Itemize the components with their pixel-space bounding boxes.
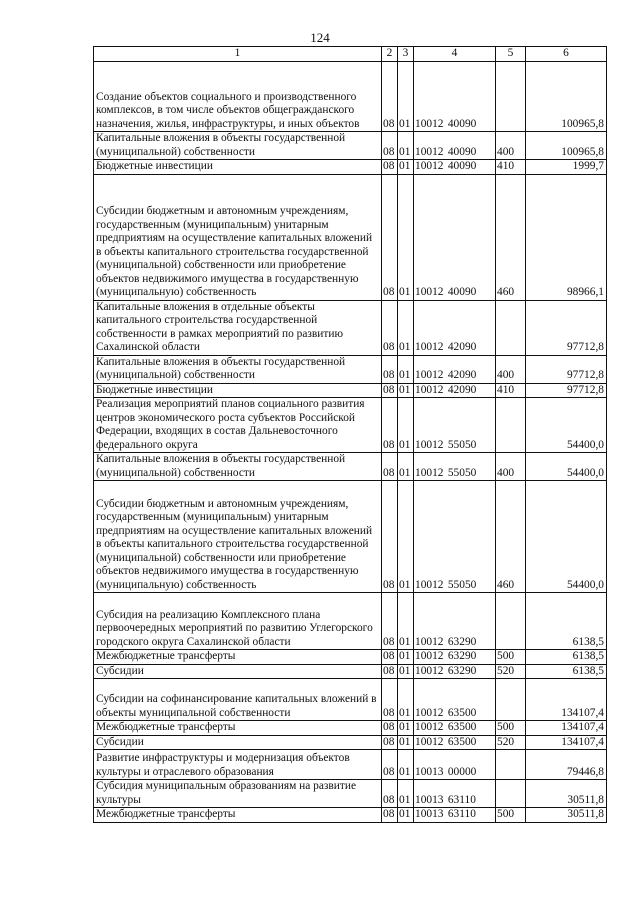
row-subsection-code: 01 <box>398 453 414 481</box>
table-row <box>94 174 607 300</box>
row-direction-code: 63110 <box>447 808 476 820</box>
row-subsection-code: 01 <box>398 300 414 355</box>
row-target-article <box>414 735 496 750</box>
row-subsection-code: 01 <box>398 808 414 823</box>
row-target-article <box>414 650 496 665</box>
row-section-code: 08 <box>382 174 398 300</box>
budget-table <box>93 46 607 823</box>
row-target-article <box>414 174 496 300</box>
row-expense-type: 460 <box>496 174 526 300</box>
row-name: Межбюджетные трансферты <box>94 721 382 736</box>
row-expense-type: 500 <box>496 808 526 823</box>
row-program-code: 10012 <box>415 160 444 172</box>
row-expense-type <box>496 593 526 650</box>
row-program-code: 10012 <box>415 635 444 648</box>
row-section-code: 08 <box>382 62 398 132</box>
row-target-article <box>414 62 496 132</box>
row-name: Субсидии бюджетным и автономным учреждениям, государственным (муниципальным) унитарным предприятиям на осуществление капитальных вложений в объекты капитального строительства государственной (муниципальной) собственности или приобретение объектов недвижимого имущества в государственную (муниципальную) собственность <box>94 481 382 593</box>
row-direction-code: 63290 <box>447 635 477 648</box>
row-section-code: 08 <box>382 132 398 160</box>
row-target-article <box>414 780 496 808</box>
row-section-code: 08 <box>382 453 398 481</box>
row-direction-code: 42090 <box>447 383 477 396</box>
row-program-code: 10013 <box>415 765 444 778</box>
row-section-code: 08 <box>382 593 398 650</box>
row-target-article <box>414 300 496 355</box>
row-section-code: 08 <box>382 780 398 808</box>
row-subsection-code: 01 <box>398 398 414 453</box>
row-subsection-code: 01 <box>398 780 414 808</box>
row-program-code: 10012 <box>415 650 444 662</box>
row-amount: 1999,7 <box>526 160 607 175</box>
table-row <box>94 721 607 736</box>
row-expense-type: 500 <box>496 650 526 665</box>
table-row <box>94 780 607 808</box>
row-amount: 30511,8 <box>526 808 607 823</box>
row-section-code: 08 <box>382 160 398 175</box>
table-row <box>94 664 607 679</box>
table-row <box>94 160 607 175</box>
table-row <box>94 808 607 823</box>
row-subsection-code: 01 <box>398 650 414 665</box>
row-target-article <box>414 679 496 721</box>
row-direction-code: 63110 <box>447 793 476 806</box>
col-header-section: 2 <box>382 47 398 62</box>
row-program-code: 10013 <box>415 793 444 806</box>
row-name: Межбюджетные трансферты <box>94 650 382 665</box>
row-target-article <box>414 132 496 160</box>
row-direction-code: 63290 <box>447 650 477 662</box>
row-program-code: 10012 <box>415 721 444 733</box>
row-direction-code: 42090 <box>447 341 477 353</box>
row-subsection-code: 01 <box>398 735 414 750</box>
row-program-code: 10012 <box>415 664 444 677</box>
row-target-article <box>414 355 496 383</box>
col-header-subsection: 3 <box>398 47 414 62</box>
row-section-code: 08 <box>382 300 398 355</box>
row-direction-code: 55050 <box>447 438 477 451</box>
row-subsection-code: 01 <box>398 160 414 175</box>
row-name: Субсидия на реализацию Комплексного плана первоочередных мероприятий по развитию Углегорского городского округа Сахалинской области <box>94 593 382 650</box>
row-amount: 134107,4 <box>526 721 607 736</box>
row-direction-code: 40090 <box>447 160 477 172</box>
table-row <box>94 383 607 398</box>
row-expense-type: 410 <box>496 383 526 398</box>
row-target-article <box>414 481 496 593</box>
row-direction-code: 63500 <box>447 721 477 733</box>
row-direction-code: 55050 <box>447 578 477 591</box>
table-row <box>94 300 607 355</box>
row-amount: 6138,5 <box>526 593 607 650</box>
row-expense-type: 400 <box>496 453 526 481</box>
row-section-code: 08 <box>382 721 398 736</box>
row-amount: 100965,8 <box>526 132 607 160</box>
row-amount: 100965,8 <box>526 62 607 132</box>
row-name: Развитие инфраструктуры и модернизация объектов культуры и отраслевого образования <box>94 750 382 780</box>
row-subsection-code: 01 <box>398 174 414 300</box>
row-subsection-code: 01 <box>398 132 414 160</box>
row-section-code: 08 <box>382 650 398 665</box>
row-section-code: 08 <box>382 735 398 750</box>
row-amount: 6138,5 <box>526 664 607 679</box>
row-section-code: 08 <box>382 481 398 593</box>
row-amount: 54400,0 <box>526 398 607 453</box>
row-program-code: 10012 <box>415 369 444 381</box>
table-row <box>94 735 607 750</box>
header-row <box>94 47 607 62</box>
row-target-article <box>414 453 496 481</box>
table-row <box>94 62 607 132</box>
table-row <box>94 355 607 383</box>
row-section-code: 08 <box>382 355 398 383</box>
row-name: Субсидии бюджетным и автономным учреждениям, государственным (муниципальным) унитарным предприятиям на осуществление капитальных вложений в объекты капитального строительства государственной (муниципальной) собственности или приобретение объектов недвижимого имущества в государственную (муниципальную) собственность <box>94 174 382 300</box>
row-name: Субсидия муниципальным образованиям на развитие культуры <box>94 780 382 808</box>
table-row <box>94 593 607 650</box>
row-subsection-code: 01 <box>398 355 414 383</box>
row-direction-code: 63500 <box>447 706 477 719</box>
row-section-code: 08 <box>382 398 398 453</box>
row-program-code: 10012 <box>415 341 444 353</box>
col-header-name: 1 <box>94 47 382 62</box>
row-subsection-code: 01 <box>398 721 414 736</box>
row-subsection-code: 01 <box>398 750 414 780</box>
row-subsection-code: 01 <box>398 62 414 132</box>
table-row <box>94 132 607 160</box>
row-direction-code: 40090 <box>447 117 477 130</box>
row-amount: 98966,1 <box>526 174 607 300</box>
row-expense-type: 400 <box>496 132 526 160</box>
row-name: Субсидии <box>94 664 382 679</box>
row-direction-code: 55050 <box>447 466 477 479</box>
row-name: Бюджетные инвестиции <box>94 383 382 398</box>
row-program-code: 10012 <box>415 286 444 298</box>
row-section-code: 08 <box>382 679 398 721</box>
row-amount: 97712,8 <box>526 383 607 398</box>
row-expense-type: 520 <box>496 735 526 750</box>
row-name: Капитальные вложения в объекты государственной (муниципальной) собственности <box>94 132 382 160</box>
table-row <box>94 398 607 453</box>
row-amount: 134107,4 <box>526 735 607 750</box>
row-name: Капитальные вложения в объекты государственной (муниципальной) собственности <box>94 453 382 481</box>
row-target-article <box>414 383 496 398</box>
row-name: Капитальные вложения в объекты государственной (муниципальной) собственности <box>94 355 382 383</box>
row-expense-type <box>496 780 526 808</box>
row-direction-code: 63500 <box>447 735 477 748</box>
table-row <box>94 750 607 780</box>
row-subsection-code: 01 <box>398 481 414 593</box>
row-expense-type: 460 <box>496 481 526 593</box>
row-target-article <box>414 398 496 453</box>
row-amount: 134107,4 <box>526 679 607 721</box>
row-section-code: 08 <box>382 383 398 398</box>
row-expense-type: 500 <box>496 721 526 736</box>
row-program-code: 10012 <box>415 383 444 396</box>
col-header-expense-type: 5 <box>496 47 526 62</box>
row-name: Субсидии на софинансирование капитальных вложений в объекты муниципальной собственности <box>94 679 382 721</box>
row-program-code: 10012 <box>415 706 444 719</box>
table-row <box>94 453 607 481</box>
table-row <box>94 650 607 665</box>
row-program-code: 10012 <box>415 735 444 748</box>
row-name: Создание объектов социального и производственного комплексов, в том числе объектов общегражданского назначения, жилья, инфраструктуры, и иных объектов <box>94 62 382 132</box>
row-program-code: 10012 <box>415 438 444 451</box>
row-target-article <box>414 721 496 736</box>
row-expense-type: 410 <box>496 160 526 175</box>
row-subsection-code: 01 <box>398 679 414 721</box>
row-expense-type <box>496 750 526 780</box>
row-amount: 97712,8 <box>526 300 607 355</box>
row-section-code: 08 <box>382 808 398 823</box>
row-section-code: 08 <box>382 750 398 780</box>
row-target-article <box>414 808 496 823</box>
row-expense-type <box>496 300 526 355</box>
row-direction-code: 40090 <box>447 145 477 158</box>
row-amount: 6138,5 <box>526 650 607 665</box>
row-amount: 54400,0 <box>526 453 607 481</box>
row-program-code: 10012 <box>415 145 444 158</box>
row-name: Реализация мероприятий планов социального развития центров экономического роста субъектов Российской Федерации, входящих в состав Дальневосточного федерального округа <box>94 398 382 453</box>
row-program-code: 10013 <box>415 808 444 820</box>
row-target-article <box>414 750 496 780</box>
row-expense-type <box>496 398 526 453</box>
row-subsection-code: 01 <box>398 664 414 679</box>
row-name: Субсидии <box>94 735 382 750</box>
table-row <box>94 481 607 593</box>
row-direction-code: 42090 <box>447 369 477 381</box>
row-name: Капитальные вложения в отдельные объекты капитального строительства государственной собственности в рамках мероприятий по развитию Сахалинской области <box>94 300 382 355</box>
row-program-code: 10012 <box>415 466 444 479</box>
row-amount: 30511,8 <box>526 780 607 808</box>
row-amount: 79446,8 <box>526 750 607 780</box>
row-subsection-code: 01 <box>398 593 414 650</box>
row-expense-type <box>496 62 526 132</box>
row-program-code: 10012 <box>415 117 444 130</box>
row-expense-type: 400 <box>496 355 526 383</box>
row-amount: 97712,8 <box>526 355 607 383</box>
row-subsection-code: 01 <box>398 383 414 398</box>
row-target-article <box>414 160 496 175</box>
row-direction-code: 00000 <box>447 765 477 778</box>
table-row <box>94 679 607 721</box>
row-target-article <box>414 593 496 650</box>
col-header-amount: 6 <box>526 47 607 62</box>
page-number: 124 <box>310 30 330 45</box>
row-expense-type: 520 <box>496 664 526 679</box>
row-name: Межбюджетные трансферты <box>94 808 382 823</box>
row-direction-code: 63290 <box>447 664 477 677</box>
row-amount: 54400,0 <box>526 481 607 593</box>
row-direction-code: 40090 <box>447 286 477 298</box>
row-expense-type <box>496 679 526 721</box>
row-target-article <box>414 664 496 679</box>
col-header-target-article: 4 <box>414 47 496 62</box>
row-name: Бюджетные инвестиции <box>94 160 382 175</box>
row-program-code: 10012 <box>415 578 444 591</box>
row-section-code: 08 <box>382 664 398 679</box>
